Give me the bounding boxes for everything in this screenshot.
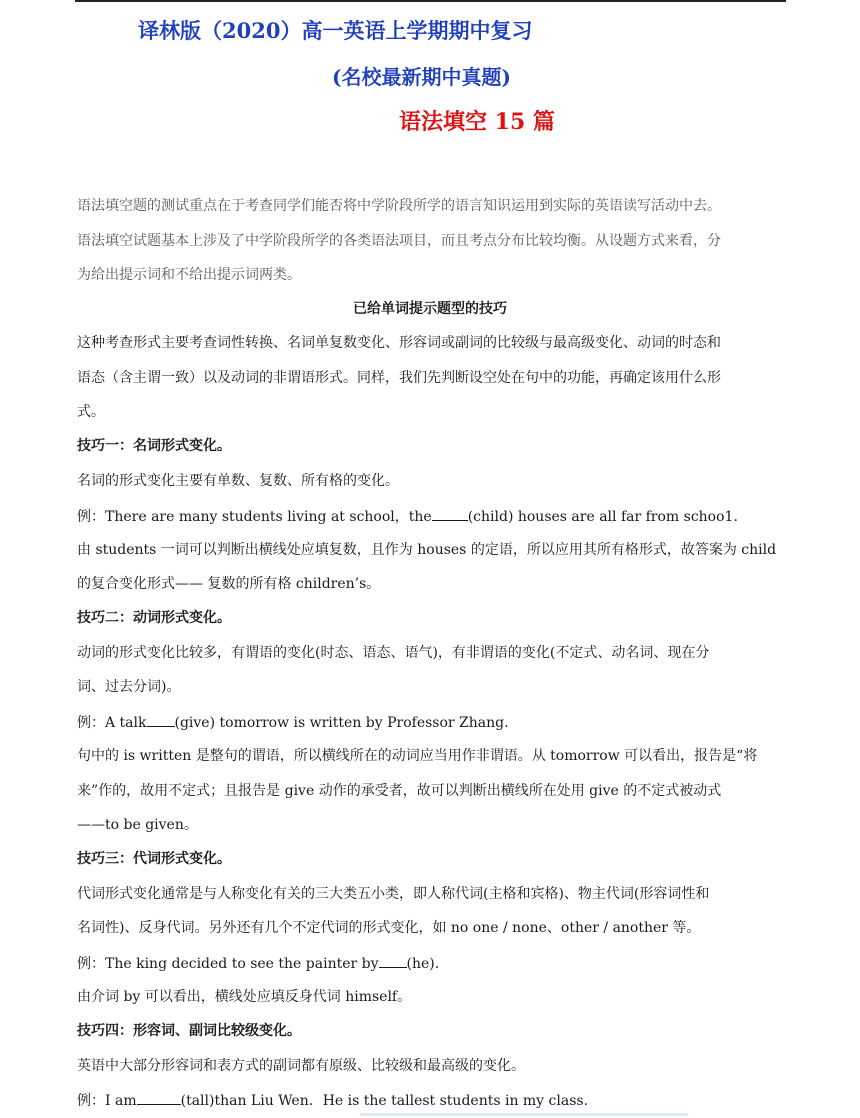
tip-description-line: 代词形式变化通常是与人称变化有关的三大类五小类，即人称代词(主格和宾格)、物主代词(形容词性和 <box>77 886 710 902</box>
tip-explanation-line: 的复合变化形式—— 复数的所有格 children’s。 <box>77 576 381 592</box>
tip-explanation-line: 句中的 is written 是整句的谓语，所以横线所在的动词应当用作非谓语。从 tomorrow 可以看出，报告是“将 <box>77 748 758 764</box>
tip-description: 英语中大部分形容词和表方式的副词都有原级、比较级和最高级的变化。 <box>77 1058 525 1074</box>
section-intro-line: 语态（含主谓一致）以及动词的非谓语形式。同样，我们先判断设空处在句中的功能，再确定该用什么形 <box>77 370 721 386</box>
tip-example <box>77 506 738 527</box>
example-text-before: 例：There are many students living at school，the <box>77 509 432 525</box>
tip-explanation-line: 由介词 by 可以看出，横线处应填反身代词 himself。 <box>77 989 412 1005</box>
example-text-after: (he). <box>406 956 440 972</box>
tip-description: 名词的形式变化主要有单数、复数、所有格的变化。 <box>77 473 399 489</box>
document-title: 译林版（2020）高一英语上学期期中复习 <box>138 18 533 43</box>
tip-example <box>77 712 509 733</box>
tip-explanation-line: 由 students 一词可以判断出横线处应填复数，且作为 houses 的定语，所以应用其所有格形式，故答案为 child <box>77 542 777 558</box>
tip-example <box>77 953 439 974</box>
tip-example <box>77 1090 588 1111</box>
tip-explanation-line: ——to be given。 <box>77 817 198 833</box>
top-rule <box>75 0 786 2</box>
example-text-before: 例：I am <box>77 1093 137 1109</box>
tip-explanation-line: 来”作的，故用不定式；且报告是 give 动作的承受者，故可以判断出横线所在处用 give 的不定式被动式 <box>77 783 722 799</box>
example-text-after: (child) houses are all far from schoo1. <box>467 509 738 525</box>
document-topic: 语法填空 15 篇 <box>399 109 555 135</box>
answer-blank <box>432 506 468 521</box>
example-text-before: 例：The king decided to see the painter by <box>77 956 379 972</box>
page-bottom-strip <box>360 1113 688 1116</box>
tip-description-line: 名词性)、反身代词。另外还有几个不定代词的形式变化，如 no one / none、other / another 等。 <box>77 920 701 936</box>
intro-line: 语法填空题的测试重点在于考查同学们能否将中学阶段所学的语言知识运用到实际的英语读写活动中去。 <box>77 198 721 214</box>
tip-heading: 技巧三：代词形式变化。 <box>77 851 231 867</box>
document-subtitle: (名校最新期中真题) <box>332 65 511 89</box>
tip-heading: 技巧四：形容词、副词比较级变化。 <box>77 1023 301 1039</box>
tip-heading: 技巧一：名词形式变化。 <box>77 438 231 454</box>
section-title: 已给单词提示题型的技巧 <box>353 301 507 317</box>
answer-blank <box>147 712 175 727</box>
answer-blank <box>379 953 407 968</box>
answer-blank <box>137 1090 181 1105</box>
section-intro-line: 这种考查形式主要考查词性转换、名词单复数变化、形容词或副词的比较级与最高级变化、动词的时态和 <box>77 335 721 351</box>
example-text-after: (give) tomorrow is written by Professor Zhang. <box>174 715 509 731</box>
intro-line: 为给出提示词和不给出提示词两类。 <box>77 267 301 283</box>
example-text-before: 例：A talk <box>77 715 147 731</box>
intro-line: 语法填空试题基本上涉及了中学阶段所学的各类语法项目，而且考点分布比较均衡。从设题方式来看，分 <box>77 233 721 249</box>
tip-description-line: 词、过去分词)。 <box>77 679 181 695</box>
example-text-after: (tall)than Liu Wen．He is the tallest students in my class. <box>180 1093 589 1109</box>
section-intro-line: 式。 <box>77 404 105 420</box>
tip-heading: 技巧二：动词形式变化。 <box>77 610 231 626</box>
tip-description-line: 动词的形式变化比较多，有谓语的变化(时态、语态、语气)，有非谓语的变化(不定式、动名词、现在分 <box>77 645 710 661</box>
